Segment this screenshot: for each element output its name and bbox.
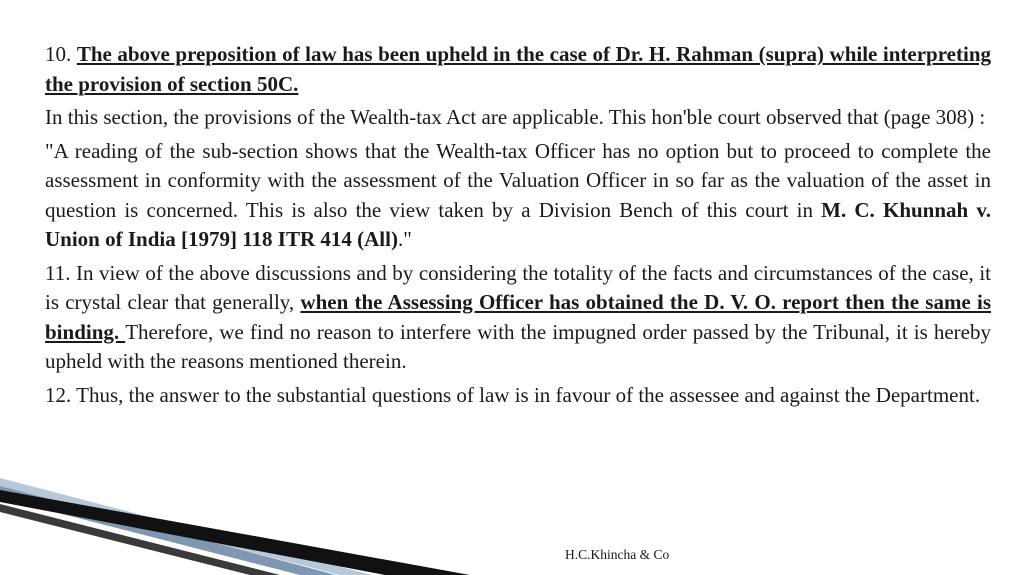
quote-text: "A reading of the sub-section shows that the Wealth-tax Officer has no option but to proceed to complete the assessment in conformity with the assessment of the Valuation Officer in so far as the valuation of the asset in question is concerned. This is also the view taken by a Division Bench of this court in [45, 138, 991, 222]
case-citation: M. C. Khunnah v. Union of India [1979] 118 ITR 414 (All) [45, 197, 991, 251]
paragraph-text: 11. In view of the above discussions and by considering the totality of the facts and circumstances of the case, it is crystal clear that generally, [45, 260, 991, 314]
paragraph-quote [45, 137, 991, 255]
paragraph-emphasis: when the Assessing Officer has obtained the D. V. O. report then the same is binding. [45, 290, 991, 344]
footer-firm-name: H.C.Khincha & Co [565, 547, 670, 562]
paragraph-heading: The above preposition of law has been upheld in the case of Dr. H. Rahman (supra) while interpreting the provision of section 50C. [45, 42, 992, 96]
paragraph-10 [45, 40, 991, 99]
paragraph-text-continued: Therefore, we find no reason to interfere with the impugned order passed by the Tribunal, it is hereby upheld with the reasons mentioned therein. [45, 319, 991, 373]
paragraph-11 [45, 259, 991, 377]
paragraph-number: 10. [45, 42, 77, 66]
paragraph-section-intro: In this section, the provisions of the Wealth-tax Act are applicable. This hon'ble court observed that (page 308) : [45, 105, 986, 129]
paragraph-12: 12. Thus, the answer to the substantial questions of law is in favour of the assessee and against the Department. [45, 382, 981, 407]
quote-close: ." [397, 227, 412, 251]
slide-body [45, 40, 991, 414]
corner-stripe-dark [0, 490, 470, 575]
